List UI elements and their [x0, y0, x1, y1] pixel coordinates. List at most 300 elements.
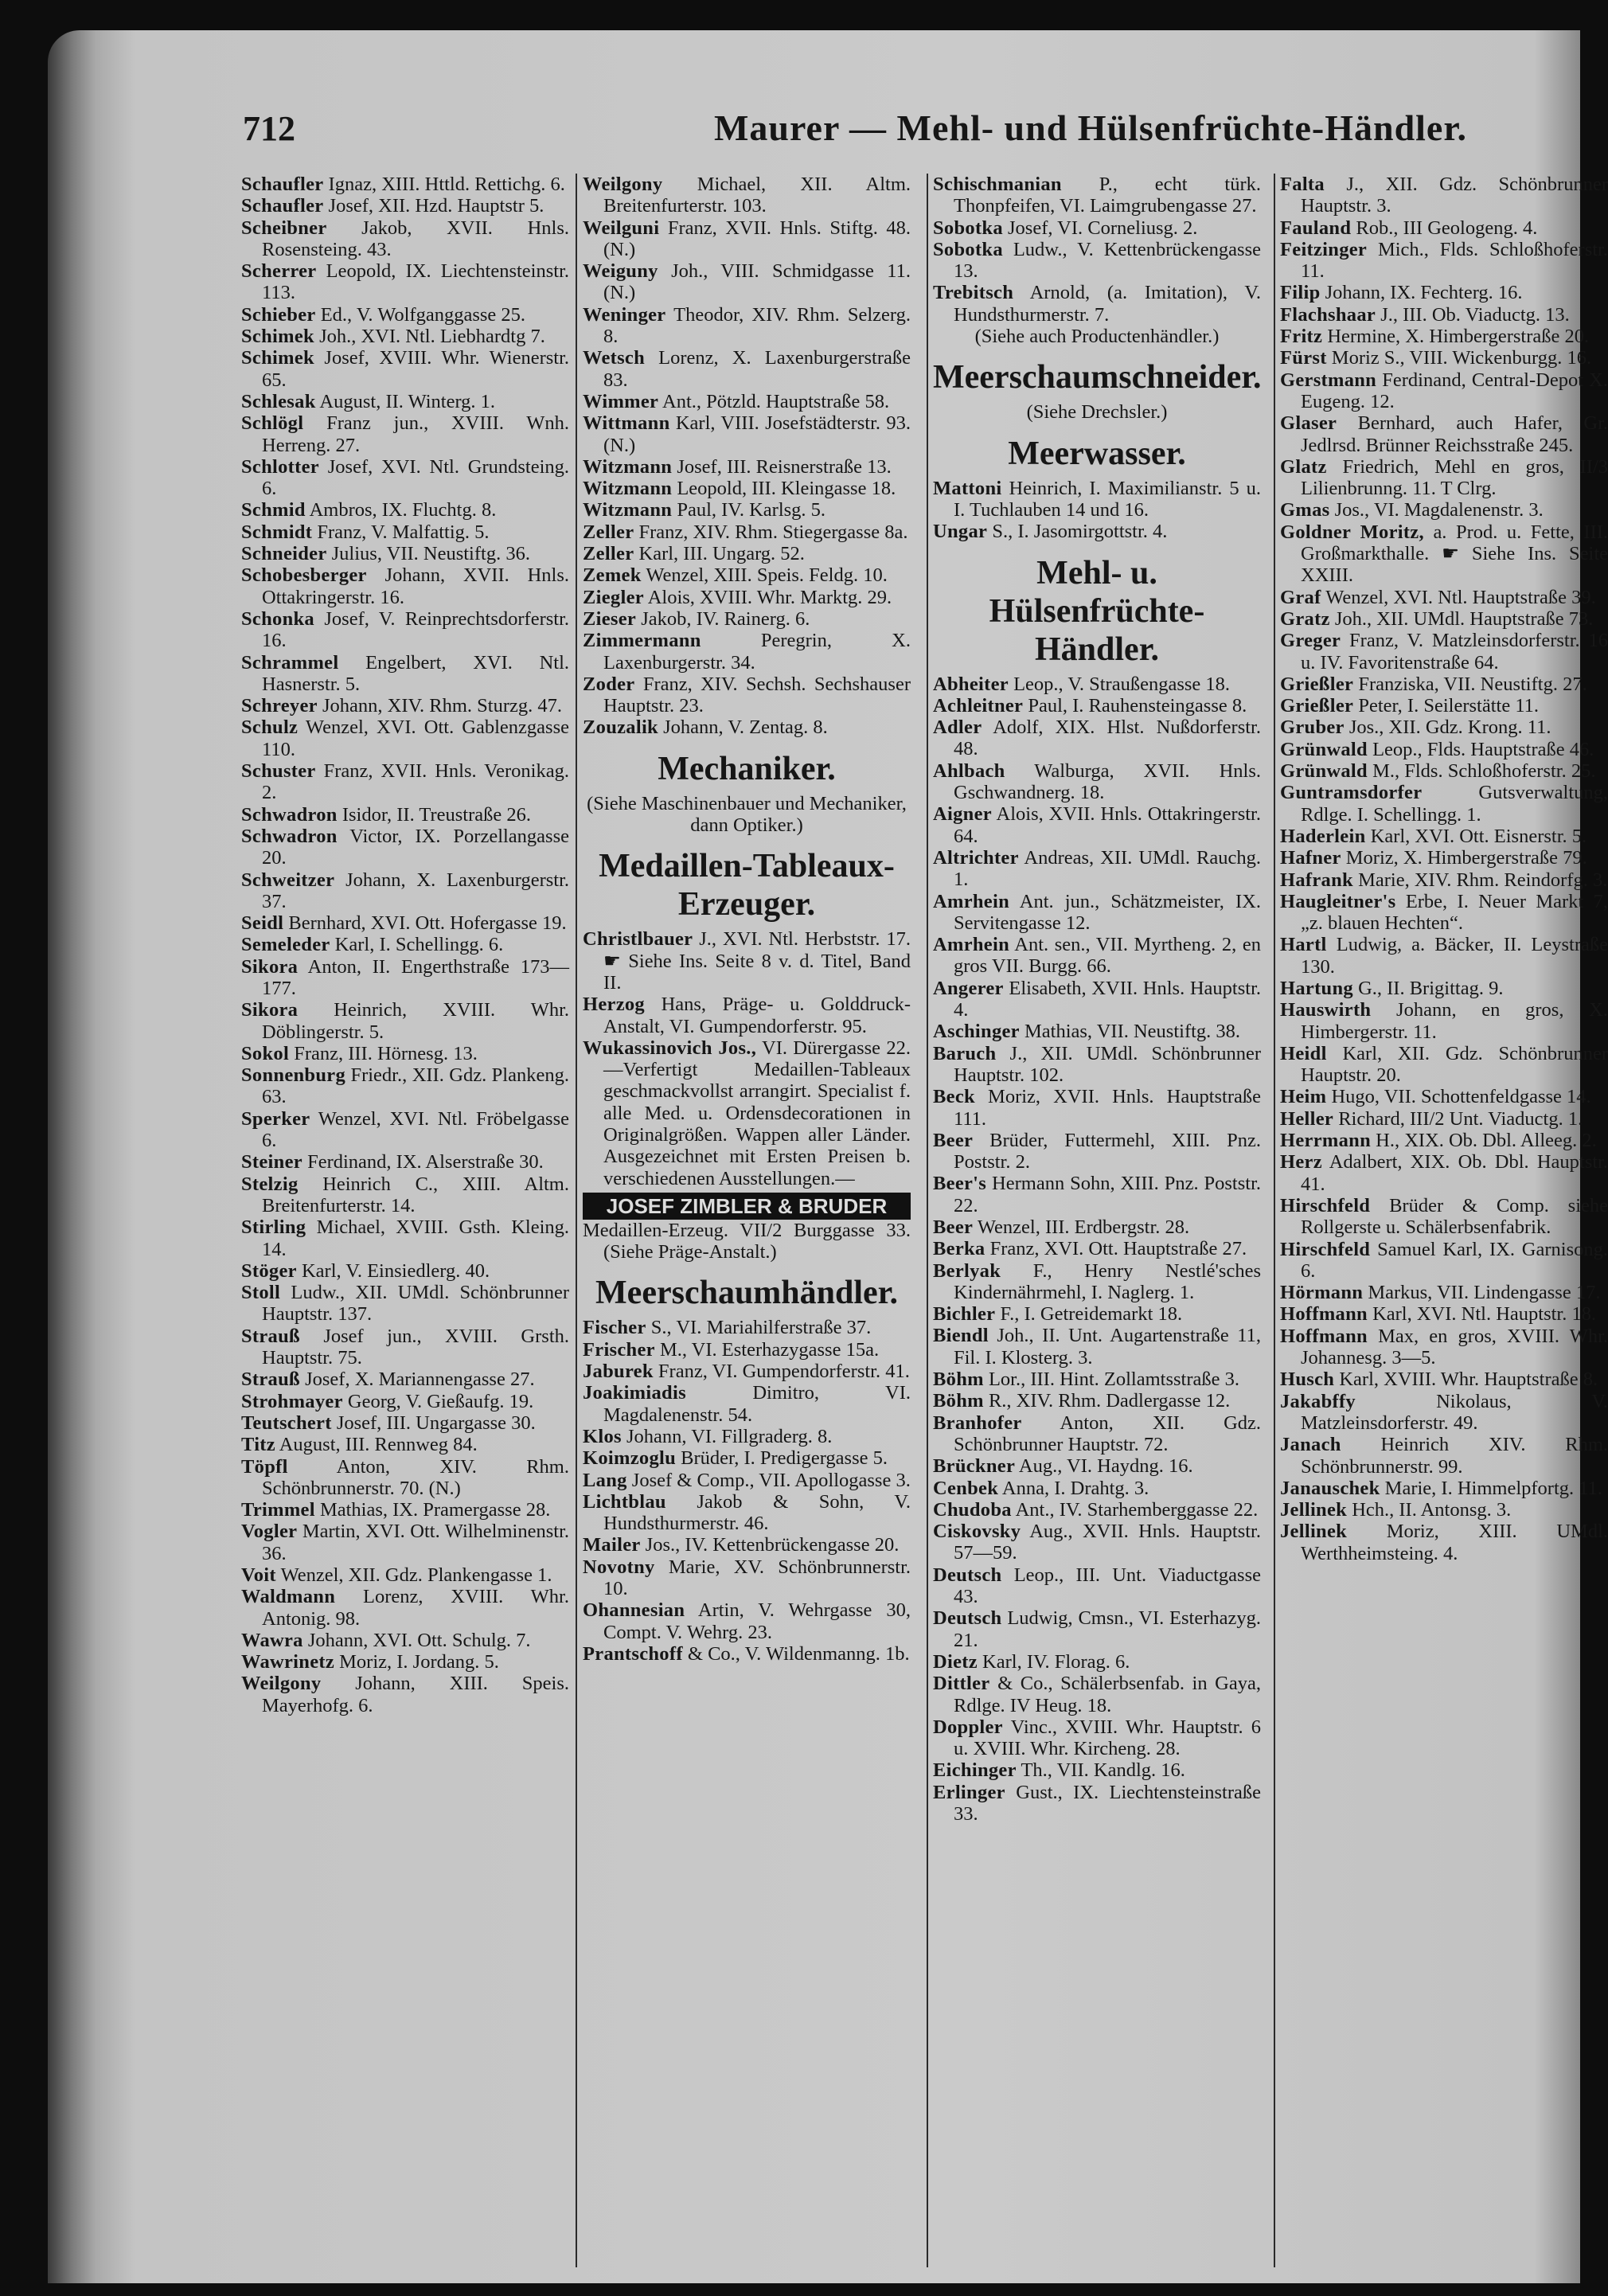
entry-name: Angerer	[933, 977, 1004, 999]
entry-name: Fritz	[1280, 326, 1323, 348]
entry-name: Stirling	[241, 1216, 306, 1239]
entry-details: R., XIV. Rhm. Dadlergasse 12.	[988, 1390, 1231, 1412]
entry-name: Zimmermann	[583, 630, 701, 652]
directory-entry	[241, 999, 569, 1043]
entry-name: Beer	[933, 1129, 974, 1151]
directory-entry	[933, 1130, 1261, 1173]
entry-details: Josef, XVI. Ntl. Grundsteing. 6.	[262, 455, 570, 500]
entry-name: Waldmann	[241, 1586, 336, 1608]
entry-name: Heller	[1280, 1107, 1334, 1130]
directory-entry	[583, 1599, 911, 1643]
entry-name: Berlyak	[933, 1259, 1001, 1282]
entry-name: Zeller	[583, 543, 634, 565]
entry-details: Ferdinand, Central-Depot X. Eugeng. 12.	[1301, 369, 1608, 412]
entry-details: Adolf, XIX. Hlst. Nußdorferstr. 48.	[954, 717, 1261, 760]
entry-details: Paul, IV. Karlsg. 5.	[677, 499, 826, 521]
entry-details: Wenzel, XVI. Ntl. Hauptstraße 39.	[1325, 586, 1596, 608]
directory-entry	[241, 217, 569, 261]
entry-details: Hermann Sohn, XIII. Pnz. Poststr. 22.	[954, 1173, 1261, 1216]
directory-entry	[583, 1534, 911, 1556]
entry-name: Adler	[933, 717, 982, 739]
directory-entry	[933, 282, 1261, 326]
entry-details: Josef, V. Reinprechtsdorferstr. 16.	[262, 607, 569, 652]
section-heading: Meerschaumschneider.	[933, 359, 1262, 396]
entry-name: Hirschfeld	[1280, 1238, 1371, 1260]
cross-reference-note: (Siehe auch Productenhändler.)	[974, 326, 1220, 348]
entry-details: Karl, III. Ungarg. 52.	[638, 543, 805, 565]
entry-details: Moriz S., VIII. Wickenburgg. 16.	[1331, 347, 1592, 369]
entry-details: Max, en gros, XVIII. Whr. Johannesg. 3—5.	[1301, 1325, 1608, 1369]
directory-entry	[583, 499, 911, 521]
entry-details: Joh., XII. UMdl. Hauptstraße 73.	[1334, 607, 1594, 630]
entry-details: Hermine, X. Himbergerstraße 20.	[1327, 326, 1590, 348]
entry-details: & Co., V. Wildenmanng. 1b.	[687, 1642, 910, 1665]
directory-entry	[933, 478, 1261, 521]
directory-entry	[933, 717, 1261, 760]
directory-entry	[1280, 608, 1608, 630]
entry-name: Steiner	[241, 1151, 302, 1173]
entry-details: Johann, XIII. Speis. Mayerhofg. 6.	[262, 1673, 569, 1716]
entry-name: Sokol	[241, 1042, 290, 1064]
entry-name: Fischer	[583, 1317, 646, 1339]
entry-details: Moriz, X. Himbergerstraße 79.	[1345, 847, 1587, 869]
directory-entry	[933, 1478, 1261, 1499]
entry-details: M., VI. Esterhazygasse 15a.	[659, 1338, 880, 1361]
entry-name: Mailer	[583, 1534, 641, 1556]
directory-entry	[933, 978, 1261, 1021]
entry-name: Witzmann	[583, 455, 673, 478]
entry-details: Aug., VI. Haydng. 16.	[1018, 1455, 1193, 1478]
entry-name: Sobotka	[933, 217, 1003, 239]
directory-entry	[1280, 1391, 1608, 1435]
entry-name: Cenbek	[933, 1477, 999, 1499]
section-heading: Meerschaumhändler.	[595, 1275, 898, 1312]
entry-details: Brüder & Comp. siehe Rollgerste u. Schälerbsenfabrik.	[1301, 1194, 1608, 1239]
entry-name: Ungar	[933, 521, 988, 543]
entry-name: Janach	[1280, 1434, 1341, 1456]
entry-details: Th., VII. Kandlg. 16.	[1021, 1759, 1185, 1782]
directory-entry	[1280, 1151, 1608, 1195]
directory-entry	[241, 826, 569, 869]
directory-entry	[933, 934, 1261, 978]
entry-details: Adalbert, XIX. Ob. Dbl. Hauptstr. 41.	[1301, 1151, 1608, 1195]
entry-details: Martin, XVI. Ott. Wilhelminenstr. 36.	[262, 1521, 570, 1564]
directory-entry	[1280, 369, 1608, 413]
directory-entry	[241, 1326, 569, 1369]
entry-name: Seidl	[241, 912, 284, 935]
entry-name: Jakabffy	[1280, 1390, 1356, 1412]
entry-details: Bernhard, auch Hafer, Gr. Jedlrsd. Brünner Reichsstraße 245.	[1301, 412, 1608, 456]
directory-entry	[1280, 1108, 1608, 1130]
entry-name: Schreyer	[241, 695, 318, 717]
directory-entry	[241, 456, 569, 500]
directory-entry	[933, 1455, 1261, 1477]
entry-name: Deutsch	[933, 1564, 1002, 1586]
entry-details: Hch., II. Antonsg. 3.	[1352, 1499, 1512, 1521]
directory-entry	[1280, 1326, 1608, 1369]
entry-name: Altrichter	[933, 846, 1019, 869]
entry-name: Lichtblau	[583, 1490, 666, 1513]
directory-entry	[1280, 934, 1608, 978]
entry-details: Alois, XVIII. Whr. Marktg. 29.	[647, 586, 892, 608]
entry-details: Ant. sen., VII. Myrtheng. 2, en gros VII. Burgg. 66.	[954, 934, 1261, 978]
entry-details: J., XII. UMdl. Schönbrunner Hauptstr. 102.	[954, 1042, 1261, 1086]
cross-reference-note: (Siehe Maschinenbauer und Mechaniker, dann Optiker.)	[587, 792, 907, 837]
entry-name: Herz	[1280, 1151, 1322, 1173]
entry-details: Josef, X. Mariannengasse 27.	[305, 1369, 535, 1391]
entry-name: Mattoni	[933, 477, 1002, 499]
directory-entry	[933, 1759, 1261, 1781]
directory-entry	[241, 391, 569, 412]
entry-name: Hartung	[1280, 977, 1353, 999]
directory-entry	[1280, 1239, 1608, 1283]
column-divider	[1274, 174, 1275, 2267]
entry-details: Bernhard, XVI. Ott. Hofergasse 19.	[288, 912, 567, 935]
entry-details: Josef, XII. Hzd. Hauptstr 5.	[328, 195, 544, 217]
entry-details: Andreas, XII. UMdl. Rauchg. 1.	[954, 846, 1261, 891]
entry-name: Guntramsdorfer	[1280, 782, 1423, 804]
entry-name: Schweitzer	[241, 869, 335, 891]
entry-name: Schmid	[241, 499, 306, 521]
entry-details: Victor, IX. Porzellangasse 20.	[262, 825, 569, 869]
directory-entry	[1280, 1499, 1608, 1521]
directory-entry	[1280, 1521, 1608, 1564]
entry-details: H., XIX. Ob. Dbl. Alleeg. 2.	[1376, 1130, 1597, 1152]
entry-details: Isidor, II. Treustraße 26.	[342, 803, 532, 826]
directory-entry	[933, 1499, 1261, 1521]
entry-details: Mathias, VII. Neustiftg. 38.	[1024, 1021, 1241, 1043]
entry-name: Dittler	[933, 1673, 990, 1695]
entry-details: August, II. Winterg. 1.	[319, 390, 496, 412]
entry-details: Josef, VI. Corneliusg. 2.	[1008, 217, 1198, 239]
directory-entry	[583, 347, 911, 391]
entry-details: Elisabeth, XVII. Hnls. Hauptstr. 4.	[954, 977, 1262, 1021]
entry-name: Schobesberger	[241, 564, 367, 587]
entry-name: Haugleitner's	[1280, 890, 1396, 912]
directory-entry	[583, 391, 911, 412]
entry-details: Karl, I. Schellingg. 6.	[334, 934, 504, 956]
directory-entry	[241, 652, 569, 696]
entry-name: Jellinek	[1280, 1499, 1348, 1521]
entry-name: Weninger	[583, 303, 666, 326]
directory-entry	[1280, 695, 1608, 717]
entry-name: Schimek	[241, 326, 314, 348]
column-4	[1280, 174, 1608, 1564]
entry-name: Schlesak	[241, 390, 316, 412]
entry-name: Schlotter	[241, 455, 319, 478]
entry-details: Karl, XVI. Ntl. Hauptstr. 18.	[1372, 1303, 1597, 1326]
directory-entry	[1280, 1434, 1608, 1478]
directory-entry	[241, 1108, 569, 1152]
directory-entry	[1280, 630, 1608, 674]
section-heading: Mehl- u. Hülsenfrüchte-Händler.	[989, 554, 1205, 668]
entry-name: Stöger	[241, 1259, 297, 1282]
entry-details: Ant. jun., Schätzmeister, IX. Servitengasse 12.	[954, 890, 1261, 934]
entry-name: Filip	[1280, 282, 1321, 304]
directory-entry	[1280, 978, 1608, 999]
directory-entry	[241, 1173, 569, 1217]
entry-details: Johann, XVII. Hnls. Ottakringerstr. 16.	[262, 564, 569, 608]
entry-name: Voit	[241, 1564, 276, 1586]
entry-details: Joh., XVI. Ntl. Liebhardtg 7.	[319, 326, 545, 348]
entry-details: Josef, III. Ungargasse 30.	[336, 1412, 536, 1434]
entry-name: Strohmayer	[241, 1390, 343, 1412]
entry-details: Franz, XIV. Sechsh. Sechshauser Hauptstr. 23.	[603, 673, 911, 717]
directory-entry	[1280, 326, 1608, 347]
entry-name: Jaburek	[583, 1361, 654, 1383]
entry-name: Goldner Moritz,	[1280, 521, 1424, 543]
entry-details: Jos., XII. Gdz. Krong. 11.	[1348, 717, 1551, 739]
entry-name: Falta	[1280, 174, 1325, 195]
page-number: 712	[243, 109, 295, 148]
entry-details: Gutsverwaltung, Rdlge. I. Schellingg. 1.	[1301, 782, 1608, 826]
directory-entry	[583, 174, 911, 217]
directory-entry	[933, 1564, 1261, 1608]
entry-details: J., III. Ob. Viaductg. 13.	[1380, 303, 1570, 326]
entry-name: Fürst	[1280, 347, 1327, 369]
directory-entry	[241, 760, 569, 804]
entry-details: Franz, V. Malfattig. 5.	[317, 521, 490, 543]
entry-details: Alois, XVII. Hnls. Ottakringerstr. 64.	[954, 803, 1261, 847]
entry-details: Wenzel, XIII. Speis. Feldg. 10.	[646, 564, 888, 587]
entry-details: Johann, XIV. Rhm. Sturzg. 47.	[322, 695, 563, 717]
directory-entry	[933, 1412, 1261, 1456]
directory-entry	[583, 587, 911, 608]
directory-entry	[241, 695, 569, 717]
entry-name: Schieber	[241, 303, 316, 326]
directory-entry	[1280, 239, 1608, 283]
directory-entry	[1280, 1282, 1608, 1303]
directory-entry	[933, 1521, 1261, 1564]
entry-name: Erlinger	[933, 1781, 1005, 1803]
directory-entry	[241, 1586, 569, 1630]
directory-entry	[583, 994, 911, 1037]
entry-name: Deutsch	[933, 1607, 1002, 1630]
directory-entry	[1280, 1303, 1608, 1325]
entry-name: Schimek	[241, 347, 314, 369]
entry-name: Joakimiadis	[583, 1382, 686, 1404]
entry-details: Karl, VIII. Josefstädterstr. 93. (N.)	[603, 412, 911, 456]
entry-details: Mathias, IX. Pramergasse 28.	[319, 1499, 551, 1521]
entry-name: Scheibner	[241, 217, 327, 239]
directory-entry	[583, 674, 911, 717]
entry-name: Teutschert	[241, 1412, 332, 1434]
directory-entry	[933, 1043, 1261, 1087]
entry-name: Jellinek	[1280, 1521, 1348, 1543]
entry-name: Amrhein	[933, 890, 1010, 912]
directory-entry	[241, 1673, 569, 1716]
entry-name: Gratz	[1280, 607, 1330, 630]
entry-details: Franziska, VII. Neustiftg. 27.	[1358, 673, 1587, 695]
entry-details: Georg, V. Gießaufg. 19.	[347, 1390, 534, 1412]
entry-name: Branhofer	[933, 1412, 1022, 1434]
entry-details: Franz, XVII. Hnls. Veronikag. 2.	[262, 760, 569, 804]
entry-details: S., I. Jasomirgottstr. 4.	[992, 521, 1168, 543]
entry-name: Beer	[933, 1216, 974, 1238]
directory-entry	[583, 1317, 911, 1338]
entry-details: F., Henry Nestlé'sches Kindernährmehl, I. Naglerg. 1.	[954, 1259, 1262, 1303]
entry-name: Sikora	[241, 955, 299, 978]
entry-details: Friedr., XII. Gdz. Plankeng. 63.	[262, 1064, 569, 1108]
entry-details: Lor., III. Hint. Zollamtsstraße 3.	[988, 1369, 1239, 1391]
directory-entry	[583, 1382, 911, 1426]
entry-details: Samuel Karl, IX. Garnisong. 6.	[1301, 1238, 1608, 1282]
directory-entry	[933, 1325, 1261, 1369]
directory-entry	[933, 1716, 1261, 1760]
entry-details: Karl, IV. Florag. 6.	[982, 1650, 1130, 1673]
entry-name: Feitzinger	[1280, 238, 1368, 260]
entry-name: Ohannesian	[583, 1599, 685, 1622]
entry-name: Zouzalik	[583, 717, 658, 739]
entry-details: Ant., Pötzld. Hauptstraße 58.	[662, 390, 890, 412]
entry-name: Glaser	[1280, 412, 1337, 435]
entry-details: P., echt türk. Thonpfeifen, VI. Laimgrubengasse 27.	[954, 174, 1262, 217]
entry-name: Zemek	[583, 564, 642, 587]
entry-details: Heinrich, XVIII. Whr. Döblingerstr. 5.	[262, 999, 569, 1043]
entry-name: Trimmel	[241, 1499, 315, 1521]
entry-name: Dietz	[933, 1650, 978, 1673]
entry-name: Hirschfeld	[1280, 1194, 1371, 1216]
directory-entry	[583, 1361, 911, 1382]
directory-entry	[933, 239, 1261, 283]
entry-name: Glatz	[1280, 455, 1327, 478]
directory-entry	[1280, 1043, 1608, 1087]
directory-entry	[1280, 674, 1608, 695]
entry-details: M., Flds. Schloßhoferstr. 25.	[1372, 760, 1596, 783]
entry-name: Bichler	[933, 1303, 996, 1326]
directory-entry	[1280, 760, 1608, 782]
directory-entry	[583, 1491, 911, 1535]
entry-name: Biendl	[933, 1325, 989, 1347]
directory-entry	[241, 1043, 569, 1064]
entry-details: Marie, XV. Schönbrunnerstr. 10.	[603, 1556, 911, 1600]
entry-name: Sobotka	[933, 238, 1003, 260]
directory-entry	[241, 326, 569, 347]
entry-name: Schwadron	[241, 825, 338, 847]
directory-entry	[241, 260, 569, 304]
entry-details: G., II. Brigittag. 9.	[1358, 977, 1504, 999]
entry-name: Aschinger	[933, 1021, 1020, 1043]
entry-name: Hoffmann	[1280, 1325, 1368, 1347]
entry-name: Hafner	[1280, 847, 1341, 869]
entry-name: Chudoba	[933, 1498, 1012, 1521]
entry-details: VI. Dürergasse 22. —Verfertigt Medaillen-Tableaux geschmackvollst arrangirt. Specialist f. alle Med. u. Ordensdecorationen in Originalgrößen. Wappen aller Länder. Ausgezeichnet mit Ersten Preisen b. verschiedenen Ausstellungen.—	[603, 1037, 911, 1189]
entry-details: Nikolaus, V. Matzleinsdorferstr. 49.	[1301, 1390, 1608, 1434]
entry-details: Johann, X. Laxenburgerstr. 37.	[262, 869, 570, 912]
entry-details: Ignaz, XIII. Httld. Rettichg. 6.	[328, 174, 565, 195]
directory-entry	[583, 1447, 911, 1469]
entry-details: Joh., II. Unt. Augartenstraße 11, Fil. I. Klosterg. 3.	[954, 1325, 1261, 1369]
directory-entry	[1280, 174, 1608, 217]
directory-entry	[1280, 739, 1608, 760]
entry-name: Töpfl	[241, 1455, 288, 1478]
directory-entry	[1280, 1478, 1608, 1499]
entry-name: Janauschek	[1280, 1477, 1380, 1499]
entry-details: Moriz, XIII. UMdl. Werthheimsteing. 4.	[1301, 1521, 1608, 1564]
entry-name: Schneider	[241, 543, 327, 565]
entry-details: Moriz, XVII. Hnls. Hauptstraße 111.	[954, 1086, 1261, 1130]
column-divider	[576, 174, 577, 2267]
entry-name: Ahlbach	[933, 759, 1005, 782]
entry-details: Anton, II. Engerthstraße 173—177.	[262, 955, 570, 999]
directory-entry	[583, 260, 911, 304]
directory-entry	[241, 499, 569, 521]
entry-details: Michael, XII. Altm. Breitenfurterstr. 103.	[603, 174, 911, 217]
entry-details: F., I. Getreidemarkt 18.	[1000, 1303, 1183, 1326]
entry-name: Schonka	[241, 607, 314, 630]
entry-name: Beer's	[933, 1173, 987, 1195]
scanned-page	[48, 30, 1608, 2283]
directory-entry	[241, 521, 569, 543]
entry-name: Schmidt	[241, 521, 313, 543]
entry-name: Wukassinovich Jos.,	[583, 1037, 757, 1059]
directory-entry	[1280, 521, 1608, 587]
entry-details: a. Prod. u. Fette, III. Großmarkthalle. ☛ Siehe Ins. Seite XXIII.	[1301, 521, 1608, 587]
entry-details: Leopold, IX. Liechtensteinstr. 113.	[262, 260, 570, 304]
directory-entry	[1280, 304, 1608, 326]
entry-details: Leopold, III. Kleingasse 18.	[677, 478, 896, 500]
column-divider	[927, 174, 928, 2267]
directory-entry	[241, 1630, 569, 1651]
entry-name: Weilgony	[583, 174, 663, 195]
directory-entry	[583, 1556, 911, 1600]
entry-name: Brückner	[933, 1455, 1016, 1478]
directory-entry	[933, 1216, 1261, 1238]
directory-entry	[1280, 782, 1608, 826]
entry-details: Franz, V. Matzleinsdorferstr. 16 u. IV. Favoritenstraße 64.	[1301, 630, 1608, 674]
directory-entry	[241, 412, 569, 456]
entry-details: Brüder, Futtermehl, XIII. Pnz. Poststr. 2.	[954, 1129, 1262, 1173]
entry-details: Rob., III Geologeng. 4.	[1356, 217, 1538, 239]
entry-details: Michael, XVIII. Gsth. Kleing. 14.	[262, 1216, 569, 1260]
directory-entry	[241, 956, 569, 1000]
directory-entry	[583, 456, 911, 478]
entry-details: Leop., Flds. Hauptstraße 46.	[1372, 738, 1594, 760]
entry-name: Sikora	[241, 999, 299, 1021]
entry-name: Zoder	[583, 673, 635, 695]
directory-entry	[241, 1434, 569, 1455]
entry-details: Moriz, I. Jordang. 5.	[339, 1651, 499, 1673]
entry-name: Beck	[933, 1086, 975, 1108]
entry-details: Lorenz, XVIII. Whr. Antonig. 98.	[262, 1586, 569, 1630]
entry-name: Herrmann	[1280, 1130, 1371, 1152]
directory-entry	[933, 1173, 1261, 1216]
directory-entry	[583, 217, 911, 261]
entry-name: Wimmer	[583, 390, 659, 412]
directory-entry	[933, 1086, 1261, 1130]
entry-name: Ciskovsky	[933, 1521, 1021, 1543]
entry-details: Franz, III. Hörnesg. 13.	[294, 1042, 478, 1064]
entry-details: Franz jun., XVIII. Wnh. Herreng. 27.	[262, 412, 570, 456]
directory-entry	[241, 1151, 569, 1173]
entry-details: Karl, XII. Gdz. Schönbrunner Hauptstr. 20.	[1301, 1042, 1608, 1087]
entry-name: Gruber	[1280, 717, 1345, 739]
directory-entry	[933, 760, 1261, 804]
advertisement-banner: JOSEF ZIMBLER & BRUDER	[583, 1193, 911, 1220]
entry-name: Doppler	[933, 1716, 1003, 1738]
entry-details: Ambros, IX. Fluchtg. 8.	[309, 499, 497, 521]
entry-details: Anna, I. Drahtg. 3.	[1001, 1477, 1149, 1499]
directory-entry	[583, 1426, 911, 1447]
entry-name: Grünwald	[1280, 760, 1368, 783]
entry-name: Novotny	[583, 1556, 655, 1578]
entry-name: Frischer	[583, 1338, 655, 1361]
entry-details: Anton, XIV. Rhm. Schönbrunnerstr. 70. (N.)	[262, 1455, 569, 1499]
directory-entry	[1280, 282, 1608, 303]
entry-name: Grünwald	[1280, 738, 1368, 760]
section-heading: Medaillen-Tableaux-Erzeuger.	[599, 848, 895, 923]
directory-entry	[933, 1369, 1261, 1390]
